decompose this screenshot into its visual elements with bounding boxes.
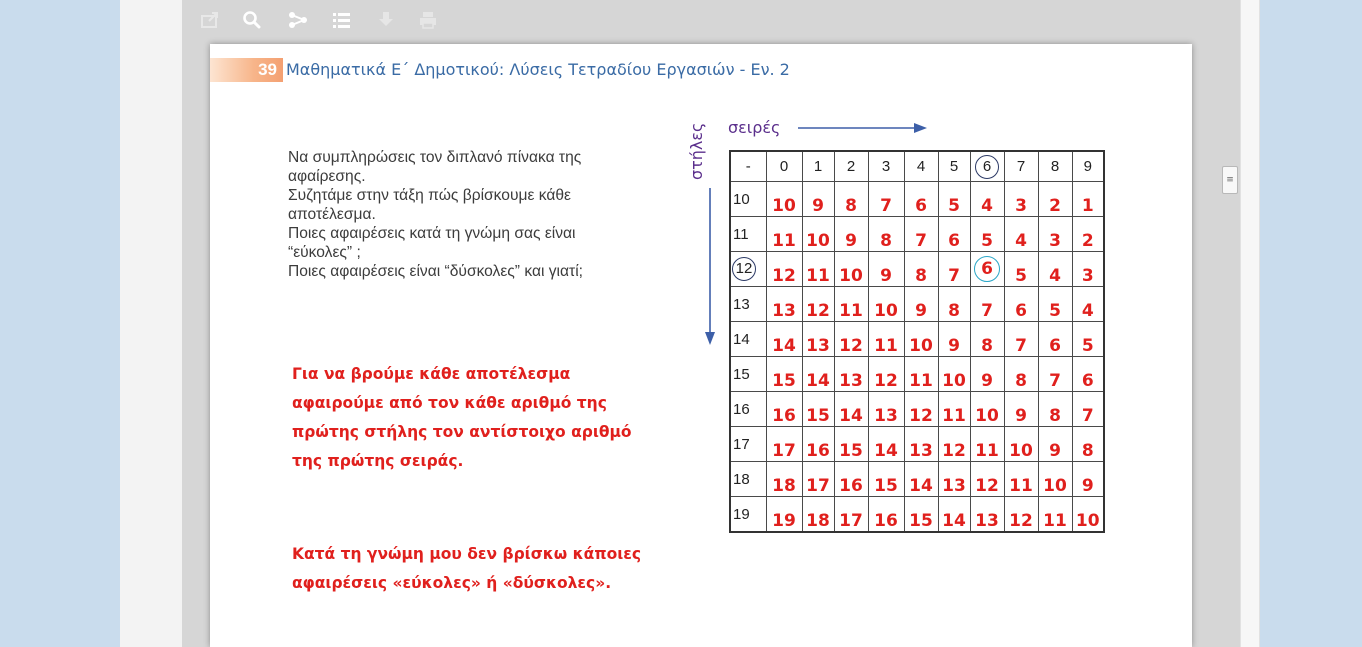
result-cell: 9: [802, 182, 834, 217]
instruction-line: αποτέλεσμα.: [288, 206, 376, 223]
instruction-line: Να συμπληρώσεις τον διπλανό πίνακα της: [288, 149, 582, 166]
result-cell: 12: [938, 427, 970, 462]
row-header-cell: 16: [730, 392, 766, 427]
result-cell: 17: [802, 462, 834, 497]
result-cell: 7: [1004, 322, 1038, 357]
column-header-cell: 8: [1038, 151, 1072, 182]
table-row: [730, 392, 1104, 427]
table-corner-cell: -: [730, 151, 766, 182]
result-cell: 13: [834, 357, 868, 392]
result-cell: 18: [766, 462, 802, 497]
result-cell: 10: [868, 287, 904, 322]
result-cell: 9: [1072, 462, 1104, 497]
exercise-instructions: [288, 148, 678, 281]
row-header-cell: 10: [730, 182, 766, 217]
result-cell: 6: [1038, 322, 1072, 357]
result-cell: 14: [802, 357, 834, 392]
result-cell: 8: [1072, 427, 1104, 462]
result-cell: 10: [970, 392, 1004, 427]
column-header-cell: 2: [834, 151, 868, 182]
row-header-cell: [730, 252, 766, 287]
result-cell: 16: [868, 497, 904, 533]
result-cell: 8: [1004, 357, 1038, 392]
result-cell: 4: [1038, 252, 1072, 287]
result-cell: 15: [834, 427, 868, 462]
result-cell: 8: [970, 322, 1004, 357]
answer-line: της πρώτης σειράς.: [292, 452, 464, 470]
result-cell: 3: [1072, 252, 1104, 287]
column-header-cell: 7: [1004, 151, 1038, 182]
result-cell: 5: [1038, 287, 1072, 322]
table-row: [730, 462, 1104, 497]
result-cell: 12: [904, 392, 938, 427]
table-row: [730, 497, 1104, 533]
result-cell: 14: [834, 392, 868, 427]
instruction-line: Συζητάμε στην τάξη πώς βρίσκουμε κάθε: [288, 187, 571, 204]
result-cell: 5: [970, 217, 1004, 252]
row-header-cell: 19: [730, 497, 766, 533]
circled-result-6: 6: [974, 256, 1000, 282]
subtraction-table: [729, 150, 1105, 533]
result-cell: 13: [970, 497, 1004, 533]
result-cell: 9: [868, 252, 904, 287]
print-icon[interactable]: [414, 6, 442, 34]
result-cell: 6: [904, 182, 938, 217]
answer-line: Για να βρούμε κάθε αποτέλεσμα: [292, 365, 571, 383]
result-cell: [970, 252, 1004, 287]
answer-line: αφαιρέσεις «εύκολες» ή «δύσκολες».: [292, 574, 612, 592]
result-cell: 8: [834, 182, 868, 217]
result-cell: 2: [1038, 182, 1072, 217]
result-cell: 10: [834, 252, 868, 287]
result-cell: 8: [1038, 392, 1072, 427]
result-cell: 11: [938, 392, 970, 427]
result-cell: 9: [1004, 392, 1038, 427]
result-cell: 12: [868, 357, 904, 392]
result-cell: 9: [834, 217, 868, 252]
result-cell: 14: [766, 322, 802, 357]
column-header-cell: 4: [904, 151, 938, 182]
answer-opinion: [292, 540, 641, 598]
result-cell: 13: [802, 322, 834, 357]
rows-label: σειρές: [728, 118, 781, 137]
result-cell: 10: [766, 182, 802, 217]
result-cell: 11: [904, 357, 938, 392]
result-cell: 8: [868, 217, 904, 252]
result-cell: 15: [766, 357, 802, 392]
result-cell: 11: [970, 427, 1004, 462]
result-cell: 12: [766, 252, 802, 287]
result-cell: 11: [834, 287, 868, 322]
instruction-line: “εύκολες” ;: [288, 244, 361, 261]
row-header-cell: 18: [730, 462, 766, 497]
result-cell: 10: [1038, 462, 1072, 497]
result-cell: 17: [766, 427, 802, 462]
result-cell: 11: [868, 322, 904, 357]
answer-line: πρώτης στήλης τον αντίστοιχο αριθμό: [292, 423, 632, 441]
result-cell: 9: [1038, 427, 1072, 462]
table-row: [730, 322, 1104, 357]
result-cell: 15: [904, 497, 938, 533]
result-cell: 10: [802, 217, 834, 252]
row-header-cell: 15: [730, 357, 766, 392]
column-header-cell: 9: [1072, 151, 1104, 182]
share-icon[interactable]: [284, 6, 312, 34]
result-cell: 2: [1072, 217, 1104, 252]
result-cell: 11: [802, 252, 834, 287]
result-cell: 15: [868, 462, 904, 497]
result-cell: 11: [1038, 497, 1072, 533]
result-cell: 19: [766, 497, 802, 533]
result-cell: 4: [970, 182, 1004, 217]
result-cell: 5: [938, 182, 970, 217]
table-row: [730, 357, 1104, 392]
column-header-cell: 1: [802, 151, 834, 182]
result-cell: 13: [904, 427, 938, 462]
result-cell: 13: [938, 462, 970, 497]
page-number-badge: [210, 58, 283, 82]
answer-line: αφαιρούμε από τον κάθε αριθμό της: [292, 394, 607, 412]
result-cell: 4: [1072, 287, 1104, 322]
result-cell: 12: [834, 322, 868, 357]
result-cell: 6: [938, 217, 970, 252]
result-cell: 10: [938, 357, 970, 392]
column-header-cell: 5: [938, 151, 970, 182]
result-cell: 10: [904, 322, 938, 357]
result-cell: 13: [868, 392, 904, 427]
result-cell: 18: [802, 497, 834, 533]
instruction-line: Ποιες αφαιρέσεις είναι “δύσκολες” και γιατί;: [288, 263, 583, 280]
result-cell: 4: [1004, 217, 1038, 252]
answer-line: Κατά τη γνώμη μου δεν βρίσκω κάποιες: [292, 545, 642, 563]
page-number: 39: [258, 60, 277, 79]
answer-explanation: [292, 360, 632, 476]
result-cell: 7: [1072, 392, 1104, 427]
result-cell: 6: [1072, 357, 1104, 392]
result-cell: 9: [904, 287, 938, 322]
result-cell: 12: [970, 462, 1004, 497]
download-icon[interactable]: [372, 6, 400, 34]
result-cell: 7: [868, 182, 904, 217]
result-cell: 11: [1004, 462, 1038, 497]
result-cell: 7: [970, 287, 1004, 322]
result-cell: 10: [1004, 427, 1038, 462]
open-icon[interactable]: [196, 6, 224, 34]
instruction-line: Ποιες αφαιρέσεις κατά τη γνώμη σας είναι: [288, 225, 576, 242]
side-panel-strip: [1240, 0, 1260, 647]
result-cell: 15: [802, 392, 834, 427]
instruction-line: αφαίρεσης.: [288, 168, 366, 185]
result-cell: 14: [938, 497, 970, 533]
row-header-cell: 13: [730, 287, 766, 322]
result-cell: 3: [1004, 182, 1038, 217]
circled-row-12: 12: [732, 257, 756, 281]
result-cell: 10: [1072, 497, 1104, 533]
result-cell: 16: [802, 427, 834, 462]
result-cell: 14: [904, 462, 938, 497]
result-cell: 13: [766, 287, 802, 322]
row-header-cell: 11: [730, 217, 766, 252]
result-cell: 9: [938, 322, 970, 357]
result-cell: 16: [834, 462, 868, 497]
result-cell: 12: [802, 287, 834, 322]
side-panel-toggle[interactable]: ≡: [1222, 166, 1238, 194]
result-cell: 11: [766, 217, 802, 252]
result-cell: 17: [834, 497, 868, 533]
search-icon[interactable]: [238, 6, 266, 34]
columns-arrow-icon: [704, 188, 716, 348]
result-cell: 12: [1004, 497, 1038, 533]
result-cell: 8: [904, 252, 938, 287]
result-cell: 3: [1038, 217, 1072, 252]
result-cell: 8: [938, 287, 970, 322]
page-header: Μαθηματικά Ε΄ Δημοτικού: Λύσεις Τετραδίου Εργασιών - Εν. 2: [286, 60, 790, 79]
column-header-cell: 0: [766, 151, 802, 182]
result-cell: 6: [1004, 287, 1038, 322]
result-cell: 1: [1072, 182, 1104, 217]
column-header-cell: 3: [868, 151, 904, 182]
result-cell: 16: [766, 392, 802, 427]
columns-label: στήλες: [687, 122, 706, 180]
result-cell: 7: [938, 252, 970, 287]
result-cell: 14: [868, 427, 904, 462]
document-page: [210, 44, 1192, 647]
viewer-toolbar: [182, 0, 1240, 44]
table-row: [730, 287, 1104, 322]
table-row: [730, 252, 1104, 287]
table-row: [730, 427, 1104, 462]
rows-arrow-icon: [798, 122, 930, 134]
table-row: [730, 217, 1104, 252]
result-cell: 7: [1038, 357, 1072, 392]
list-icon[interactable]: [328, 6, 356, 34]
result-cell: 9: [970, 357, 1004, 392]
table-row: [730, 182, 1104, 217]
result-cell: 5: [1072, 322, 1104, 357]
result-cell: 5: [1004, 252, 1038, 287]
result-cell: 7: [904, 217, 938, 252]
row-header-cell: 14: [730, 322, 766, 357]
circled-header-6: 6: [975, 155, 999, 179]
column-header-cell: [970, 151, 1004, 182]
row-header-cell: 17: [730, 427, 766, 462]
